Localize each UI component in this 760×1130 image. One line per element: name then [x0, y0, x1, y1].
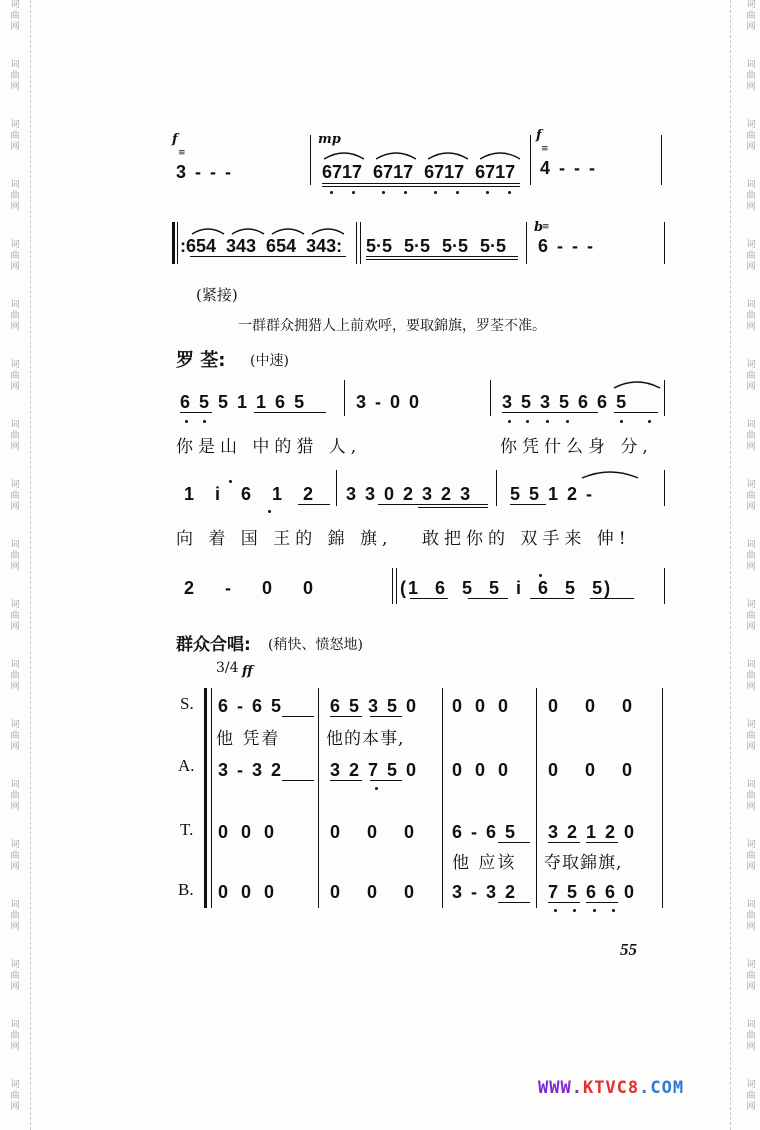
- row1-measure2: 6717 6717 6717 6717: [322, 162, 516, 182]
- underline: [498, 902, 530, 903]
- watermark-stamp: 词 曲 网: [746, 780, 756, 812]
- tempo-marking: (中速): [250, 353, 289, 369]
- site-url: WWW.KTVC8.COM: [538, 1078, 685, 1098]
- watermark-stamp: 词 曲 网: [746, 300, 756, 332]
- chorus-dynamic: ff: [242, 664, 253, 679]
- octave-dot: [185, 420, 188, 423]
- barline: [490, 380, 491, 416]
- watermark-stamp: 词 曲 网: [10, 360, 20, 392]
- bass-m4: 7 5 6 6 0: [548, 882, 637, 902]
- underline: [590, 598, 634, 599]
- watermark-stamp: 词 曲 网: [746, 540, 756, 572]
- octave-dot: [229, 480, 232, 483]
- watermark-stamp: 词 曲 网: [10, 240, 20, 272]
- underline: [586, 902, 618, 903]
- watermark-stamp: 词 曲 网: [10, 840, 20, 872]
- watermark-stamp: 词 曲 网: [746, 180, 756, 212]
- alto-m3: 0 0 0: [452, 760, 511, 780]
- underline: [378, 504, 488, 505]
- octave-dot: [526, 420, 529, 423]
- dynamic-f: f: [172, 132, 178, 147]
- barline: [664, 222, 665, 264]
- octave-dot: [456, 191, 459, 194]
- voice-label-A: A.: [178, 756, 195, 775]
- line2-measure3: 5 5 1 2 -: [510, 484, 595, 504]
- octave-dot: [508, 191, 511, 194]
- barline: [496, 470, 497, 506]
- underline: [498, 842, 530, 843]
- underline: [410, 598, 448, 599]
- underline: [468, 598, 508, 599]
- row2-measure3: 6 - - -: [538, 236, 595, 256]
- stage-direction: (紧接): [196, 286, 238, 304]
- watermark-stamp: 词 曲 网: [10, 960, 20, 992]
- alto-m4: 0 0 0: [548, 760, 635, 780]
- underline: [322, 183, 520, 184]
- underline: [330, 780, 362, 781]
- watermark-stamp: 词 曲 网: [10, 540, 20, 572]
- underline: [190, 256, 346, 257]
- tenor-m2: 0 0 0: [330, 822, 417, 842]
- flat-sign: b: [534, 220, 544, 235]
- underline: [548, 902, 580, 903]
- watermark-stamp: 词 曲 网: [746, 120, 756, 152]
- line2-measure1: 1 i 6 1 2: [184, 484, 316, 504]
- octave-dot: [382, 191, 385, 194]
- row1-measure3: 4 - - -: [540, 158, 597, 178]
- octave-dot: [268, 510, 271, 513]
- underline: [502, 412, 598, 413]
- underline: [180, 412, 212, 413]
- barline: [664, 470, 665, 506]
- line1-measure3: 3 5 3 5 6 6 5: [502, 392, 629, 412]
- barline: [664, 380, 665, 416]
- bass-m1: 0 0 0: [218, 882, 277, 902]
- underline: [370, 716, 402, 717]
- system-line: [211, 688, 212, 908]
- octave-dot: [648, 420, 651, 423]
- watermark-stamp: 词 曲 网: [10, 480, 20, 512]
- watermark-stamp: 词 曲 网: [10, 1020, 20, 1052]
- octave-dot: [330, 191, 333, 194]
- watermark-stamp: 词 曲 网: [746, 720, 756, 752]
- underline: [298, 504, 330, 505]
- octave-dot: [566, 420, 569, 423]
- barline: [662, 688, 663, 908]
- underline: [548, 842, 580, 843]
- row2-measure1: :654 343 654 343:: [180, 236, 343, 256]
- watermark-stamp: 词 曲 网: [746, 900, 756, 932]
- underline: [366, 256, 518, 257]
- slur: [612, 376, 662, 390]
- watermark-stamp: 词 曲 网: [10, 60, 20, 92]
- barline: [336, 470, 337, 506]
- voice-label-T: T.: [180, 820, 194, 839]
- underline: [366, 259, 518, 260]
- watermark-stamp: 词 曲 网: [10, 420, 20, 452]
- repeat-start-bar: [172, 222, 175, 264]
- lyric-line2b: 敢把你的 双手来 伸!: [422, 529, 631, 549]
- stage-action: 一群群众拥猎人上前欢呼，要取錦旗，罗荃不准。: [238, 318, 546, 334]
- tenor-m4: 3 2 1 2 0: [548, 822, 637, 842]
- underline: [322, 186, 520, 187]
- lyric-line2a: 向 着 国 王的 錦 旗,: [176, 529, 393, 549]
- octave-dot: [539, 574, 542, 577]
- watermark-stamp: 词 曲 网: [746, 960, 756, 992]
- watermark-stamp: 词 曲 网: [10, 300, 20, 332]
- octave-dot: [554, 909, 557, 912]
- slur: [580, 466, 640, 480]
- octave-dot: [434, 191, 437, 194]
- underline: [586, 842, 618, 843]
- underline: [370, 780, 402, 781]
- barline: [177, 222, 178, 264]
- underline: [530, 598, 574, 599]
- barline: [664, 568, 665, 604]
- line3-measure1: 2 - 0 0: [184, 578, 316, 598]
- accent-mark: ≡: [178, 148, 186, 158]
- watermark-stamp: 词 曲 网: [746, 0, 756, 32]
- watermark-stamp: 词 曲 网: [746, 480, 756, 512]
- watermark-stamp: 词 曲 网: [10, 1080, 20, 1112]
- right-margin-dashes: [730, 0, 731, 1130]
- watermark-stamp: 词 曲 网: [746, 1080, 756, 1112]
- soprano-lyric1: 他 凭着: [216, 729, 281, 749]
- watermark-stamp: 词 曲 网: [746, 840, 756, 872]
- watermark-stamp: 词 曲 网: [746, 360, 756, 392]
- watermark-stamp: 词 曲 网: [746, 240, 756, 272]
- watermark-stamp: 词 曲 网: [10, 780, 20, 812]
- watermark-stamp: 词 曲 网: [746, 420, 756, 452]
- watermark-stamp: 词 曲 网: [746, 660, 756, 692]
- watermark-stamp: 词 曲 网: [10, 180, 20, 212]
- soprano-m4: 0 0 0: [548, 696, 635, 716]
- octave-dot: [203, 420, 206, 423]
- page-number: 55: [620, 940, 637, 959]
- octave-dot: [546, 420, 549, 423]
- octave-dot: [352, 191, 355, 194]
- barline: [442, 688, 443, 908]
- lyric-line1a: 你是山 中的猎 人,: [176, 437, 362, 457]
- tenor-m3: 6 - 6 5: [452, 822, 518, 842]
- watermark-stamp: 词 曲 网: [10, 660, 20, 692]
- watermark-stamp: 词 曲 网: [10, 720, 20, 752]
- bass-m2: 0 0 0: [330, 882, 417, 902]
- underline: [614, 412, 658, 413]
- role-name: 罗 荃:: [176, 350, 226, 371]
- soprano-m1: 6 - 6 5: [218, 696, 284, 716]
- soprano-lyric2: 他的本事,: [326, 729, 405, 749]
- underline: [418, 507, 488, 508]
- barline: [356, 222, 357, 264]
- underline: [282, 716, 314, 717]
- octave-dot: [486, 191, 489, 194]
- octave-dot: [404, 191, 407, 194]
- barline: [530, 135, 531, 185]
- barline: [360, 222, 361, 264]
- line1-measure1: 6 5 5 1 1 6 5: [180, 392, 307, 412]
- slurs-row1: [322, 145, 522, 161]
- accent-mark: ≡: [542, 222, 550, 232]
- barline: [536, 688, 537, 908]
- underline: [510, 504, 546, 505]
- barline: [526, 222, 527, 264]
- watermark-stamp: 词 曲 网: [746, 600, 756, 632]
- octave-dot: [612, 909, 615, 912]
- barline: [318, 688, 319, 908]
- soprano-m2: 6 5 3 5 0: [330, 696, 419, 716]
- soprano-m3: 0 0 0: [452, 696, 511, 716]
- barline: [310, 135, 311, 185]
- octave-dot: [573, 909, 576, 912]
- line2-measure2: 3 3 0 2 3 2 3: [346, 484, 473, 504]
- barline: [661, 135, 662, 185]
- alto-m2: 3 2 7 5 0: [330, 760, 419, 780]
- voice-label-S: S.: [180, 694, 194, 713]
- accent-mark: ≡: [541, 144, 549, 154]
- tenor-lyric1: 他 应该: [452, 853, 517, 873]
- system-bracket: [204, 688, 207, 908]
- barline: [396, 568, 397, 604]
- barline: [392, 568, 393, 604]
- chorus-tempo: (稍快、愤怒地): [268, 637, 363, 653]
- tenor-m1: 0 0 0: [218, 822, 277, 842]
- alto-m1: 3 - 3 2: [218, 760, 284, 780]
- octave-dot: [593, 909, 596, 912]
- watermark-stamp: 词 曲 网: [10, 120, 20, 152]
- chorus-title: 群众合唱:: [176, 635, 251, 655]
- octave-dot: [508, 420, 511, 423]
- lyric-line1b: 你凭什么身 分,: [500, 437, 653, 457]
- tenor-lyric2: 夺取錦旗,: [544, 853, 623, 873]
- watermark-stamp: 词 曲 网: [10, 900, 20, 932]
- line3-measure2: (1 6 5 5 i 6 5 5): [400, 578, 613, 598]
- underline: [330, 716, 362, 717]
- voice-label-B: B.: [178, 880, 194, 899]
- watermark-stamp: 词 曲 网: [10, 0, 20, 32]
- dynamic-f2: f: [536, 128, 542, 143]
- octave-dot: [375, 787, 378, 790]
- left-margin-dashes: [30, 0, 31, 1130]
- barline: [344, 380, 345, 416]
- underline: [282, 780, 314, 781]
- dynamic-mp: mp: [318, 132, 341, 147]
- underline: [254, 412, 326, 413]
- watermark-stamp: 词 曲 网: [746, 1020, 756, 1052]
- watermark-stamp: 词 曲 网: [10, 600, 20, 632]
- row1-measure1: 3 - - -: [176, 162, 233, 182]
- row2-measure2: 5·5 5·5 5·5 5·5: [366, 236, 507, 256]
- octave-dot: [620, 420, 623, 423]
- watermark-stamp: 词 曲 网: [746, 60, 756, 92]
- time-signature: 3/4: [216, 660, 239, 676]
- line1-measure2: 3 - 0 0: [356, 392, 422, 412]
- slurs-row2: [190, 222, 350, 236]
- bass-m3: 3 - 3 2: [452, 882, 518, 902]
